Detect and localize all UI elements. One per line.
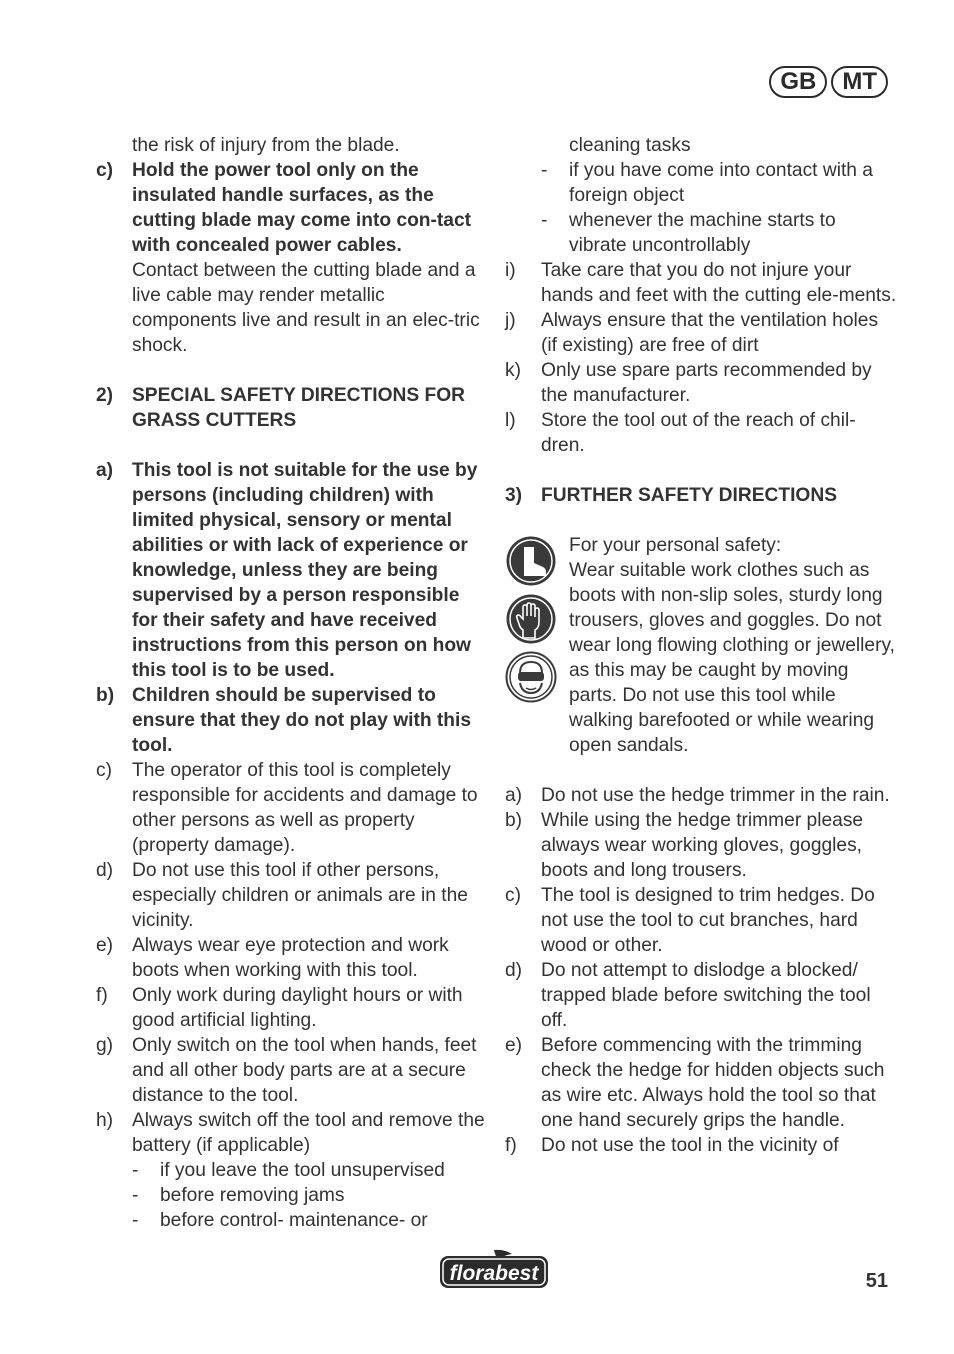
item-f-vicinity: f) Do not use the tool in the vicinity of bbox=[505, 1135, 839, 1156]
item-i-injure: i) Take care that you do not injure your hands and feet with the cutting ele-ments. bbox=[505, 260, 897, 306]
right-column bbox=[505, 133, 897, 1158]
item-k-spare-parts: k) Only use spare parts recommended by the manufacturer. bbox=[505, 360, 872, 406]
section-3-heading: 3) FURTHER SAFETY DIRECTIONS bbox=[505, 485, 838, 506]
item-d-vicinity: d) Do not use this tool if other persons, especially children or animals are in the vicinity. bbox=[96, 860, 468, 931]
dash-item: - if you leave the tool unsupervised bbox=[132, 1160, 445, 1181]
language-badges bbox=[769, 66, 888, 98]
personal-safety-heading: For your personal safety: bbox=[569, 535, 782, 556]
personal-safety-text: Wear suitable work clothes such as boots with non-slip soles, sturdy long trousers, gloves and goggles. Do not wear long flowing clothing or jewellery, as this may be caught by moving parts. Do not use this tool while walking barefooted or while wearing open sandals. bbox=[569, 560, 895, 756]
item-e-hidden-objects: e) Before commencing with the trimming check the hedge for hidden objects such as wire etc. Always hold the tool so that one hand securely grips the handle. bbox=[505, 1035, 885, 1131]
item-g-switch-on: g) Only switch on the tool when hands, feet and all other body parts are at a secure distance to the tool. bbox=[96, 1035, 477, 1106]
florabest-logo bbox=[438, 1248, 550, 1290]
item-b-children: b) Children should be supervised to ensure that they do not play with this tool. bbox=[96, 685, 472, 756]
continued-text: the risk of injury from the blade. bbox=[132, 135, 400, 156]
item-c-warning: Hold the power tool only on the insulated handle surfaces, as the cutting blade may come into con-tact with concealed power cables. bbox=[132, 160, 472, 256]
dash-item: - before control- maintenance- or bbox=[132, 1210, 428, 1231]
item-c-designed: c) The tool is designed to trim hedges. Do not use the tool to cut branches, hard wood or other. bbox=[505, 885, 875, 956]
item-c-insulated: c) Hold the power tool only on the insulated handle surfaces, as the cutting blade may come into con-tact with concealed power cables. Contact between the cutting blade and a live cable may render metallic components live and result in an elec-tric shock. bbox=[96, 158, 488, 358]
lang-badge-gb: GB bbox=[769, 66, 827, 98]
item-c-explanation: Contact between the cutting blade and a live cable may render metallic components live and result in an elec-tric shock. bbox=[132, 260, 480, 356]
item-j-ventilation: j) Always ensure that the ventilation holes (if existing) are free of dirt bbox=[505, 310, 879, 356]
item-c-operator: c) The operator of this tool is completely responsible for accidents and damage to other persons as well as property (property damage). bbox=[96, 760, 478, 856]
item-b-wear: b) While using the hedge trimmer please always wear working gloves, goggles, boots and long trousers. bbox=[505, 810, 864, 881]
item-a-persons: a) This tool is not suitable for the use by persons (including children) with limited physical, sensory or mental abilities or with lack of experience or knowledge, unless they are being supervised by a person responsible for their safety and have received instructions from this person on how this tool is to be used. bbox=[96, 460, 478, 681]
continued-text: cleaning tasks bbox=[569, 135, 691, 156]
lang-badge-mt: MT bbox=[831, 66, 888, 98]
item-d-blocked-blade: d) Do not attempt to dislodge a blocked/ trapped blade before switching the tool off. bbox=[505, 960, 871, 1031]
dash-item: - if you have come into contact with a foreign object bbox=[541, 160, 873, 206]
personal-safety-block bbox=[505, 533, 897, 758]
svg-text:florabest: florabest bbox=[449, 1262, 539, 1285]
item-h-switch-off: h) Always switch off the tool and remove the battery (if applicable) bbox=[96, 1110, 485, 1156]
goggles-icon bbox=[505, 651, 557, 703]
item-l-storage: l) Store the tool out of the reach of chil-dren. bbox=[505, 410, 856, 456]
section-2-heading: 2) SPECIAL SAFETY DIRECTIONS FOR GRASS CUTTERS bbox=[96, 385, 465, 431]
item-a-rain: a) Do not use the hedge trimmer in the rain. bbox=[505, 785, 890, 806]
ppe-icons bbox=[505, 533, 570, 758]
page-number: 51 bbox=[865, 1270, 888, 1292]
glove-icon bbox=[505, 593, 557, 645]
item-e-protection: e) Always wear eye protection and work boots when working with this tool. bbox=[96, 935, 449, 981]
dash-item: - before removing jams bbox=[132, 1185, 345, 1206]
dash-item: - whenever the machine starts to vibrate uncontrollably bbox=[541, 210, 836, 256]
boot-icon bbox=[505, 535, 557, 587]
item-f-daylight: f) Only work during daylight hours or with good artificial lighting. bbox=[96, 985, 463, 1031]
left-column bbox=[96, 133, 488, 1233]
